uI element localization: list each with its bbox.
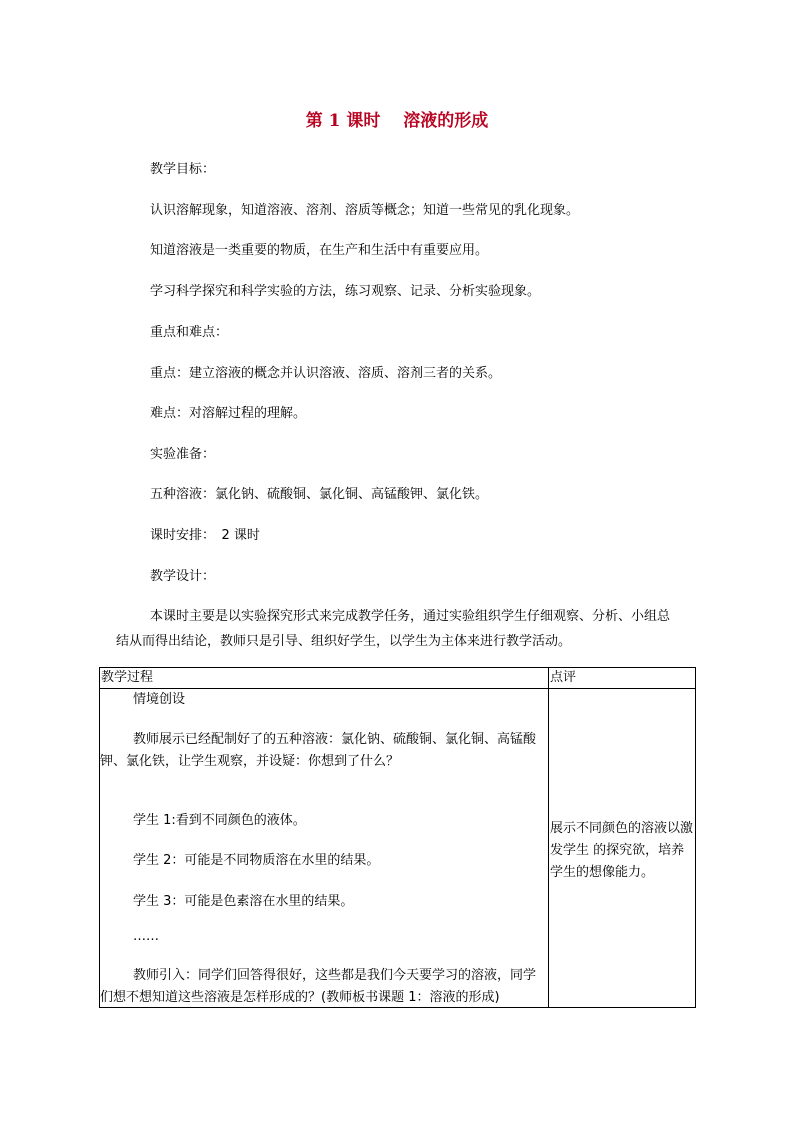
process-line-student-1: 学生 1:看到不同颜色的液体。	[133, 813, 306, 828]
objective-2: 知道溶液是一类重要的物质，在生产和生活中有重要应用。	[150, 243, 489, 258]
process-cell	[100, 689, 549, 1008]
process-line-student-3: 学生 3：可能是色素溶在水里的结果。	[133, 894, 354, 909]
section-objectives-heading: 教学目标：	[150, 162, 216, 177]
comment-text: 展示不同颜色的溶液以激发学生 的探究欲，培养学生的想像能力。	[550, 821, 694, 880]
table-row	[100, 689, 696, 1008]
process-line-student-2: 学生 2：可能是不同物质溶在水里的结果。	[133, 853, 380, 868]
section-design-heading: 教学设计：	[150, 569, 216, 584]
section-key-points-heading: 重点和难点：	[150, 325, 229, 340]
process-line-teacher-intro: 教师引入：同学们回答得很好，这些都是我们今天要学习的溶液，同学们想不想知道这些溶液是怎样形成的？(教师板书课题 1：溶液的形成)	[100, 968, 537, 1005]
objective-1: 认识溶解现象，知道溶液、溶剂、溶质等概念；知道一些常见的乳化现象。	[150, 203, 580, 218]
process-line-teacher-demo: 教师展示已经配制好了的五种溶液：氯化钠、硫酸铜、氯化铜、高锰酸钾、氯化铁，让学生观察，并设疑：你想到了什么？	[100, 732, 537, 769]
process-line-scenario: 情境创设	[133, 692, 186, 707]
difficult-point: 难点：对溶解过程的理解。	[150, 406, 307, 421]
page-title: 第 1 课时 溶液的形成	[305, 111, 489, 131]
lesson-table	[99, 667, 696, 1008]
header-comment: 点评	[549, 668, 696, 689]
process-line-ellipsis: ……	[133, 929, 159, 944]
preparation-solutions: 五种溶液：氯化钠、硫酸铜、氯化铜、高锰酸钾、氯化铁。	[150, 487, 489, 502]
section-preparation-heading: 实验准备：	[150, 447, 216, 462]
key-point: 重点：建立溶液的概念并认识溶液、溶质、溶剂三者的关系。	[150, 366, 502, 381]
header-process: 教学过程	[100, 668, 549, 689]
objective-3: 学习科学探究和科学实验的方法，练习观察、记录、分析实验现象。	[150, 284, 541, 299]
table-header-row	[100, 668, 696, 689]
intro-paragraph: 本课时主要是以实验探究形式来完成教学任务，通过实验组织学生仔细观察、分析、小组总结从而得出结论，教师只是引导、组织好学生，以学生为主体来进行教学活动。	[116, 609, 671, 649]
comment-cell	[549, 689, 696, 1008]
schedule: 课时安排： 2 课时	[150, 528, 260, 543]
